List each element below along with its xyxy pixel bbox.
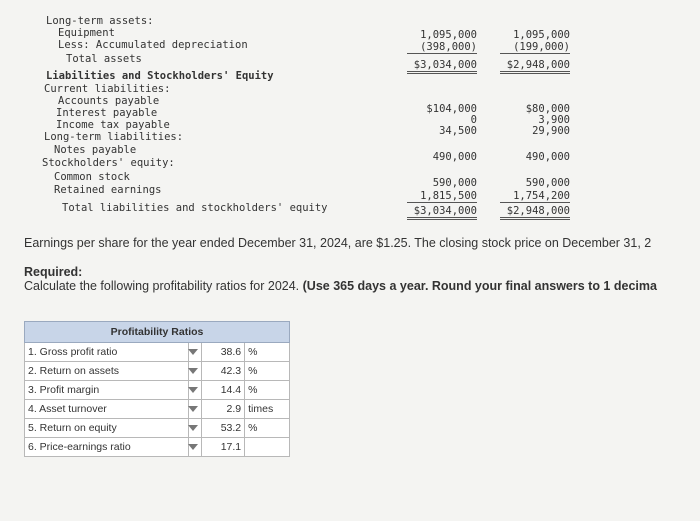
dropdown-arrow-icon[interactable] bbox=[188, 381, 202, 400]
statement-line: Equipment bbox=[58, 27, 115, 39]
ratio-label: 4. Asset turnover bbox=[25, 400, 189, 419]
table-row bbox=[25, 343, 290, 362]
statement-line: Less: Accumulated depreciation bbox=[58, 39, 248, 51]
amount-2024: 1,095,000 bbox=[420, 29, 477, 41]
instruction-bold: (Use 365 days a year. Round your final answers to 1 decima bbox=[302, 279, 657, 293]
amount-2024: $3,034,000 bbox=[407, 205, 477, 220]
amount-2024: (398,000) bbox=[407, 41, 477, 54]
amount-2023: 1,754,200 bbox=[500, 190, 570, 203]
ratio-value-input[interactable]: 42.3 bbox=[202, 362, 245, 381]
statement-line: Interest payable bbox=[56, 107, 158, 119]
amount-2023: 1,095,000 bbox=[513, 29, 570, 41]
statement-line: Total liabilities and stockholders' equity bbox=[62, 202, 328, 214]
ratio-unit: times bbox=[245, 400, 290, 419]
ratio-label: 1. Gross profit ratio bbox=[25, 343, 189, 362]
amount-2023: $2,948,000 bbox=[500, 205, 570, 220]
required-label: Required: bbox=[24, 265, 83, 279]
table-row bbox=[25, 381, 290, 400]
amount-2023: 29,900 bbox=[532, 125, 570, 137]
profitability-ratios-table bbox=[24, 321, 290, 457]
ratio-label: 3. Profit margin bbox=[25, 381, 189, 400]
dropdown-arrow-icon[interactable] bbox=[188, 400, 202, 419]
table-header: Profitability Ratios bbox=[25, 322, 290, 343]
amount-2024: 0 bbox=[470, 114, 477, 126]
statement-line: Current liabilities: bbox=[44, 83, 171, 95]
amount-2023: 3,900 bbox=[538, 114, 570, 126]
ratio-label: 2. Return on assets bbox=[25, 362, 189, 381]
ratio-label: 6. Price-earnings ratio bbox=[25, 438, 189, 457]
statement-line: Total assets bbox=[66, 53, 142, 65]
amount-2024: $3,034,000 bbox=[407, 59, 477, 74]
ratio-value-input[interactable]: 53.2 bbox=[202, 419, 245, 438]
statement-line: Income tax payable bbox=[56, 119, 170, 131]
ratio-unit: % bbox=[245, 343, 290, 362]
amount-2024: 34,500 bbox=[439, 125, 477, 137]
eps-text: Earnings per share for the year ended December 31, 2024, are $1.25. The closing stock price on December 31, 2 bbox=[24, 236, 652, 250]
table-row bbox=[25, 419, 290, 438]
statement-line: Long-term liabilities: bbox=[44, 131, 184, 143]
statement-line: Common stock bbox=[54, 171, 130, 183]
ratio-unit: % bbox=[245, 362, 290, 381]
dropdown-arrow-icon[interactable] bbox=[188, 362, 202, 381]
ratio-value-input[interactable]: 38.6 bbox=[202, 343, 245, 362]
table-row bbox=[25, 362, 290, 381]
statement-line: Notes payable bbox=[54, 144, 137, 156]
ratio-value-input[interactable]: 2.9 bbox=[202, 400, 245, 419]
statement-line: Stockholders' equity: bbox=[42, 157, 175, 169]
amount-2024: 490,000 bbox=[432, 151, 477, 163]
ratio-unit bbox=[245, 438, 290, 457]
instruction-prefix: Calculate the following profitability ratios for 2024. bbox=[24, 279, 303, 293]
instruction-text bbox=[24, 279, 657, 293]
table-row bbox=[25, 400, 290, 419]
ratio-value-input[interactable]: 17.1 bbox=[202, 438, 245, 457]
statement-line: Retained earnings bbox=[54, 184, 162, 196]
amount-2024: 1,815,500 bbox=[407, 190, 477, 203]
ratio-unit: % bbox=[245, 419, 290, 438]
amount-2023: 590,000 bbox=[525, 177, 570, 189]
statement-line: Accounts payable bbox=[58, 95, 160, 107]
dropdown-arrow-icon[interactable] bbox=[188, 343, 202, 362]
statement-line: Liabilities and Stockholders' Equity bbox=[46, 70, 274, 82]
amount-2023: $2,948,000 bbox=[500, 59, 570, 74]
amount-2023: $80,000 bbox=[525, 103, 570, 115]
dropdown-arrow-icon[interactable] bbox=[188, 419, 202, 438]
table-row bbox=[25, 438, 290, 457]
amount-2024: $104,000 bbox=[426, 103, 477, 115]
ratio-value-input[interactable]: 14.4 bbox=[202, 381, 245, 400]
amount-2023: (199,000) bbox=[500, 41, 570, 54]
ratio-label: 5. Return on equity bbox=[25, 419, 189, 438]
amount-2024: 590,000 bbox=[432, 177, 477, 189]
dropdown-arrow-icon[interactable] bbox=[188, 438, 202, 457]
amount-2023: 490,000 bbox=[525, 151, 570, 163]
ratio-unit: % bbox=[245, 381, 290, 400]
statement-line: Long-term assets: bbox=[46, 15, 154, 27]
